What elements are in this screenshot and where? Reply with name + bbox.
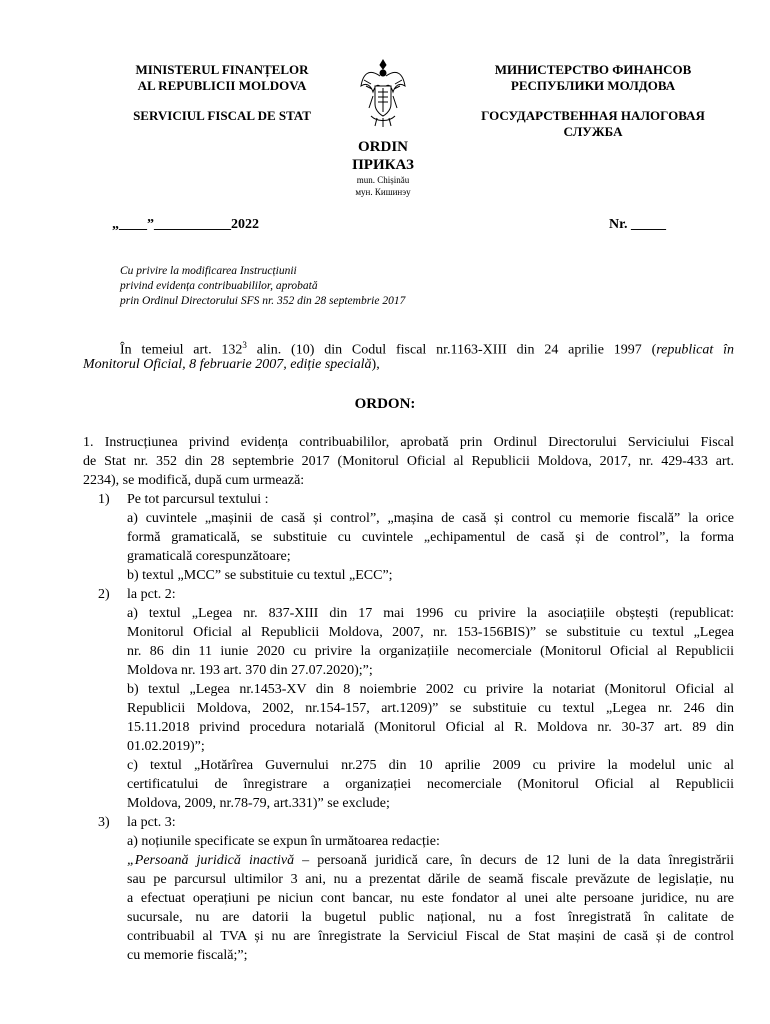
preamble-line-1: În temeiul art. $132^3$ alin. (10) din Codul fiscal nr.1163-XIII din 24 aprilie 1997 (republicat în xyxy=(120,340,734,358)
item-number: 2) xyxy=(98,587,110,602)
text-line: formă gramaticală, se substituie cu cuvintele „echipamentul de casă și de control”, la forma xyxy=(127,530,734,545)
city: mun. Chișinău мун. Кишинэу xyxy=(355,175,411,197)
text-line: gramaticală corespunzătoare; xyxy=(127,549,291,564)
text-line: nr. 86 din 11 iunie 2020 cu privire la organizațiile necomerciale (Monitorul Oficial al Republicii xyxy=(127,644,734,659)
text-line: Republicii Moldova, 2002, nr.154-157, art.1209)” se substituie cu textul „Legea nr. 246 din xyxy=(127,701,734,716)
text-line: Monitorul Oficial al Republicii Moldova, 2007, nr. 153-156BIS)” se substituie cu textul „Legea xyxy=(127,625,734,640)
service-name-ro: SERVICIUL FISCAL DE STAT xyxy=(133,108,311,123)
text-line: certificatului de înregistrare a organizației necomerciale (Monitorul Oficial al Republicii xyxy=(127,777,734,792)
definition-line: contribuabil al TVA și nu are înregistrate la Serviciul Fiscal de Stat mașini de casă și de control xyxy=(127,929,734,944)
subject: Cu privire la modificarea Instrucțiunii privind evidența contribuabililor, aprobată prin Ordinul Directorului SFS nr. 352 din 28 septembrie 2017 xyxy=(120,265,406,307)
document-title: ORDIN ПРИКАЗ xyxy=(352,139,414,173)
service-name-ru: ГОСУДАРСТВЕННАЯ НАЛОГОВАЯ СЛУЖБА xyxy=(481,108,705,139)
item-number: 1) xyxy=(98,492,110,507)
text-line: Moldova, 2009, nr.78-79, art.331)” se exclude; xyxy=(127,796,390,811)
p1-line: de Stat nr. 352 din 28 septembrie 2017 (Monitorul Oficial al Republicii Moldova, 2017, nr. 429-433 art. xyxy=(83,454,734,469)
item-title: la pct. 2: xyxy=(127,587,176,602)
item-number: 3) xyxy=(98,815,110,830)
text-line: c) textul „Hotărîrea Guvernului nr.275 din 10 aprilie 2009 cu privire la modelul unic al xyxy=(127,758,734,773)
text-line: 15.11.2018 privind procedura notarială (Monitorul Oficial al R. Moldova nr. 30-37 art. 89 din xyxy=(127,720,734,735)
preamble-line-2: Monitorul Oficial, 8 februarie 2007, ediție specială), xyxy=(83,357,380,372)
text-line: a) textul „Legea nr. 837-XIII din 17 mai 1996 cu privire la asociațiile obștești (republicat: xyxy=(127,606,734,621)
text-line: a) noțiunile specificate se expun în următoarea redacție: xyxy=(127,834,440,849)
p1-line: 2234), se modifică, după cum urmează: xyxy=(83,473,305,488)
coat-of-arms-icon xyxy=(359,56,407,130)
text-line: Moldova nr. 193 art. 370 din 27.07.2020);”; xyxy=(127,663,373,678)
item-title: la pct. 3: xyxy=(127,815,176,830)
ministry-name-ru: МИНИСТЕРСТВО ФИНАНСОВ РЕСПУБЛИКИ МОЛДОВА xyxy=(494,62,692,93)
ordon-heading: ORDON: xyxy=(354,396,416,412)
text-line: a) cuvintele „mașinii de casă și control”, „mașina de casă și control cu memorie fiscală” la orice xyxy=(127,511,734,526)
definition-line: „Persoană juridică inactivă – persoană juridică care, în decurs de 12 luni de la data înregistrării xyxy=(127,853,734,868)
text-line: b) textul „MCC” se substituie cu textul „ECC”; xyxy=(127,568,393,583)
definition-line: sucursale, nu are datorii la bugetul public național, nu a fost înregistrată în calitate de xyxy=(127,910,734,925)
text-line: b) textul „Legea nr.1453-XV din 8 noiembrie 2002 cu privire la notariat (Monitorul Oficial al xyxy=(127,682,734,697)
item-title: Pe tot parcursul textului : xyxy=(127,492,269,507)
definition-line: sau pe parcursul ultimilor 3 ani, nu a prezentat dările de seamă fiscale prevăzute de legislație, nu xyxy=(127,872,734,887)
definition-line: cu memorie fiscală;”; xyxy=(127,948,248,963)
definition-line: a efectuat operațiuni pe niciun cont bancar, nu este fondator al unei alte persoane juridice, nu are xyxy=(127,891,734,906)
ministry-name-ro: MINISTERUL FINANȚELOR AL REPUBLICII MOLDOVA xyxy=(135,62,309,93)
document-number: Nr. _____ xyxy=(609,217,667,232)
p1-line: 1. Instrucțiunea privind evidența contribuabililor, aprobată prin Ordinul Directorului Serviciului Fiscal xyxy=(83,435,734,450)
document-date: „____”___________2022 xyxy=(112,217,259,232)
text-line: 01.02.2019)”; xyxy=(127,739,205,754)
